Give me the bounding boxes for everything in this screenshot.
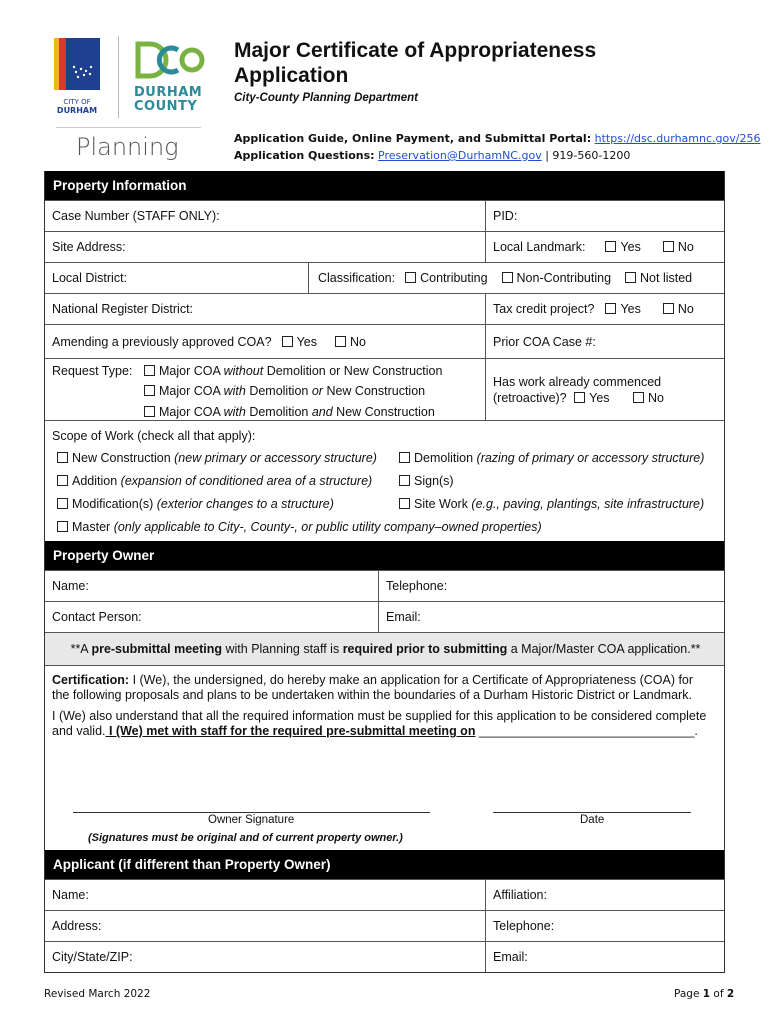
scope-signs-checkbox[interactable]	[399, 475, 410, 486]
amending-yes-checkbox[interactable]	[282, 336, 293, 347]
owner-telephone-field[interactable]: Telephone:	[378, 571, 726, 601]
scope-demolition[interactable]: Demolition (razing of primary or accessory structure)	[399, 451, 704, 465]
certification-block: Certification: I (We), the undersigned, do hereby make an application for a Certificate of Appropriateness (COA) for the following proposals and plans to be undertaken within the boundaries of a Durham Historic District or Landmark. I (We) also understand that all the required information must be supplied for this application to be considered complete and valid. I (We) met with staff for the required pre-submittal meeting on _______________________________. Owner Signature Date (Signatures must be original and of current property owner.)	[45, 665, 724, 850]
certification-label: Certification:	[52, 673, 130, 687]
questions-email-link[interactable]: Preservation@DurhamNC.gov	[378, 149, 542, 162]
amending-no-option[interactable]: No	[335, 335, 366, 349]
commenced-no-checkbox[interactable]	[633, 392, 644, 403]
signature-note: (Signatures must be original and of current property owner.)	[88, 832, 403, 844]
row-national-register	[45, 293, 724, 324]
landmark-no-checkbox[interactable]	[663, 241, 674, 252]
local-district-field[interactable]: Local District:	[52, 271, 128, 285]
row-applicant-address	[45, 910, 724, 941]
scope-signs[interactable]: Sign(s)	[399, 474, 454, 488]
pid-field[interactable]: PID:	[485, 201, 726, 231]
scope-heading: Scope of Work (check all that apply):	[52, 429, 256, 443]
landmark-yes-option[interactable]: Yes	[605, 240, 640, 254]
guide-link[interactable]: https://dsc.durhamnc.gov/256	[594, 132, 761, 145]
pre-submittal-notice: **A pre-submittal meeting with Planning staff is required prior to submitting a Major/Master COA application.**	[45, 632, 724, 665]
row-case-number	[45, 200, 724, 231]
commenced-field: Has work already commenced (retroactive)? Yes No	[485, 359, 726, 420]
svg-text:DURHAM: DURHAM	[56, 106, 98, 115]
owner-name-field[interactable]: Name:	[52, 579, 89, 593]
questions-line: Application Questions: Preservation@DurhamNC.gov | 919-560-1200	[234, 149, 631, 162]
row-owner-name	[45, 570, 724, 601]
row-scope-of-work	[45, 420, 724, 541]
department-name: City-County Planning Department	[234, 92, 419, 104]
amending-yes-option[interactable]: Yes	[282, 335, 317, 349]
scope-demo-checkbox[interactable]	[399, 452, 410, 463]
classification-field: Classification: Contributing Non-Contributing Not listed	[308, 263, 726, 293]
owner-email-field[interactable]: Email:	[378, 602, 726, 632]
row-applicant-name	[45, 879, 724, 910]
classification-contributing-option[interactable]: Contributing	[405, 271, 487, 285]
date-signature-line[interactable]	[493, 812, 691, 813]
scope-master-checkbox[interactable]	[57, 521, 68, 532]
meeting-date-field[interactable]: _______________________________.	[475, 724, 698, 738]
tax-credit-yes-option[interactable]: Yes	[605, 302, 640, 316]
amending-no-checkbox[interactable]	[335, 336, 346, 347]
row-local-district	[45, 262, 724, 293]
scope-modifications[interactable]: Modification(s) (exterior changes to a structure)	[57, 497, 334, 511]
scope-add-checkbox[interactable]	[57, 475, 68, 486]
site-address-field[interactable]: Site Address:	[52, 240, 126, 254]
case-number-field[interactable]: Case Number (STAFF ONLY):	[52, 209, 220, 223]
durham-county-dco-logo	[134, 40, 206, 80]
section-property-owner: Property Owner	[45, 541, 724, 570]
local-landmark-field: Local Landmark: Yes No	[485, 232, 726, 262]
classification-noncontributing-option[interactable]: Non-Contributing	[502, 271, 612, 285]
amending-field: Amending a previously approved COA? Yes No	[52, 334, 366, 349]
row-applicant-city	[45, 941, 724, 972]
row-request-type	[45, 358, 724, 420]
owner-signature-label: Owner Signature	[208, 814, 295, 826]
request-type-option-2[interactable]: Major COA with Demolition or New Construction	[144, 384, 425, 398]
applicant-telephone-field[interactable]: Telephone:	[485, 911, 726, 941]
row-amending	[45, 324, 724, 358]
planning-divider	[56, 127, 201, 128]
landmark-yes-checkbox[interactable]	[605, 241, 616, 252]
scope-new-construction[interactable]: New Construction (new primary or accessory structure)	[57, 451, 377, 465]
commenced-no-option[interactable]: No	[633, 391, 664, 405]
national-register-field[interactable]: National Register District:	[52, 302, 194, 316]
tax-credit-field: Tax credit project? Yes No	[485, 294, 726, 324]
owner-signature-line[interactable]	[73, 812, 430, 813]
commenced-yes-checkbox[interactable]	[574, 392, 585, 403]
notlisted-checkbox[interactable]	[625, 272, 636, 283]
scope-new-checkbox[interactable]	[57, 452, 68, 463]
scope-addition[interactable]: Addition (expansion of conditioned area of a structure)	[57, 474, 372, 488]
applicant-affiliation-field[interactable]: Affiliation:	[485, 880, 726, 910]
city-of-durham-logo	[54, 38, 100, 116]
applicant-email-field[interactable]: Email:	[485, 942, 726, 972]
section-property-information: Property Information	[45, 171, 724, 200]
applicant-address-field[interactable]: Address:	[52, 919, 102, 933]
landmark-no-option[interactable]: No	[663, 240, 694, 254]
applicant-city-state-zip-field[interactable]: City/State/ZIP:	[52, 950, 133, 964]
request-type-field: Request Type: Major COA without Demolition or New Construction Major COA with Demolition or New Construction Major COA with Demolition and New Construction	[52, 364, 443, 419]
prior-case-field[interactable]: Prior COA Case #:	[485, 325, 726, 358]
page-title: Major Certificate of Appropriateness Application	[234, 39, 597, 87]
commenced-yes-option[interactable]: Yes	[574, 391, 609, 405]
contributing-checkbox[interactable]	[405, 272, 416, 283]
noncontributing-checkbox[interactable]	[502, 272, 513, 283]
svg-text:CITY OF: CITY OF	[63, 98, 91, 106]
request-type-option-1[interactable]: Major COA without Demolition or New Construction	[144, 364, 442, 378]
guide-line: Application Guide, Online Payment, and Submittal Portal: https://dsc.durhamnc.gov/256	[234, 132, 761, 145]
scope-mod-checkbox[interactable]	[57, 498, 68, 509]
row-site-address	[45, 231, 724, 262]
scope-master[interactable]: Master (only applicable to City-, County-, or public utility company–owned properties)	[57, 520, 542, 534]
request-1-checkbox[interactable]	[144, 365, 155, 376]
application-form	[44, 171, 725, 973]
request-2-checkbox[interactable]	[144, 385, 155, 396]
logo-divider	[118, 36, 119, 118]
county-logo-line1: DURHAM	[134, 85, 203, 100]
scope-site-work[interactable]: Site Work (e.g., paving, plantings, site infrastructure)	[399, 497, 704, 511]
page-number: Page 1 of 2	[674, 988, 735, 1000]
request-type-option-3[interactable]: Major COA with Demolition and New Construction	[144, 405, 435, 419]
revised-date: Revised March 2022	[44, 988, 151, 1000]
tax-credit-no-option[interactable]: No	[663, 302, 694, 316]
applicant-name-field[interactable]: Name:	[52, 888, 89, 902]
planning-wordmark: Planning	[76, 133, 179, 161]
date-label: Date	[580, 814, 605, 826]
tax-no-checkbox[interactable]	[663, 303, 674, 314]
classification-notlisted-option[interactable]: Not listed	[625, 271, 692, 285]
county-logo-line2: COUNTY	[134, 99, 198, 114]
section-applicant: Applicant (if different than Property Owner)	[45, 850, 724, 879]
request-3-checkbox[interactable]	[144, 406, 155, 417]
tax-yes-checkbox[interactable]	[605, 303, 616, 314]
row-owner-contact	[45, 601, 724, 632]
scope-site-checkbox[interactable]	[399, 498, 410, 509]
owner-contact-field[interactable]: Contact Person:	[52, 610, 142, 624]
